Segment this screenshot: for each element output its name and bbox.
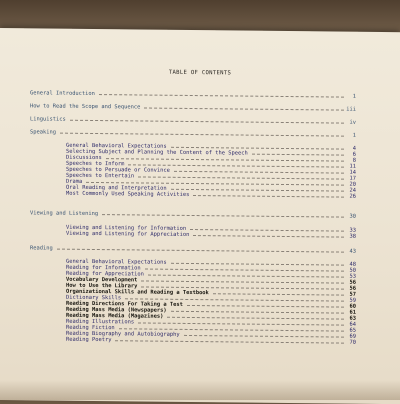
- toc-entry-label: Drama: [66, 178, 83, 185]
- leader-dots: [144, 105, 344, 111]
- leader-dots: [171, 186, 344, 192]
- toc-entry-page-number: 8: [352, 157, 356, 164]
- leader-dots: [171, 308, 344, 314]
- toc-entry-label: Viewing and Listening for Information: [66, 224, 187, 232]
- page-bottom-shadow: [0, 380, 400, 400]
- toc-entry-page-number: 43: [349, 248, 356, 255]
- leader-dots: [148, 272, 344, 278]
- toc-section-entry: [30, 129, 356, 138]
- toc-entry-label: Reading: [30, 245, 53, 252]
- toc-entry-page-number: 48: [349, 261, 356, 268]
- toc-entry-label: Discussions: [66, 154, 102, 162]
- leader-dots: [57, 246, 344, 253]
- toc-entry-label: Vocabulary Development: [66, 276, 138, 284]
- toc-entry-page-number: 20: [349, 181, 356, 188]
- leader-dots: [213, 290, 344, 295]
- leader-dots: [145, 266, 344, 272]
- leader-dots: [102, 211, 344, 218]
- toc-entry-label: Reading Fiction: [66, 324, 115, 332]
- leader-dots: [70, 117, 344, 124]
- toc-entry-label: Reading for Information: [66, 264, 141, 272]
- toc-entry-label: General Behavioral Expectations: [66, 142, 167, 150]
- leader-dots: [193, 192, 344, 198]
- toc-entry-page-number: 64: [349, 321, 356, 328]
- toc-entry-label: General Behavioral Expectations: [66, 258, 167, 266]
- toc-entry-page-number: 56: [349, 279, 356, 286]
- toc-entry-page-number: 38: [349, 233, 356, 240]
- toc-entry-page-number: 30: [349, 213, 356, 220]
- toc-entry-page-number: 33: [349, 227, 356, 234]
- toc-section-entry: [30, 245, 356, 254]
- leader-dots: [171, 260, 344, 266]
- leader-dots: [167, 314, 344, 320]
- toc-section-entry: [30, 210, 356, 219]
- page-title: TABLE OF CONTENTS: [168, 69, 232, 77]
- toc-section-entry: [30, 90, 356, 99]
- toc-entry-label: Speeches to Entertain: [66, 172, 135, 180]
- leader-dots: [193, 232, 344, 238]
- leader-dots: [184, 332, 344, 338]
- toc-entry-label: Selecting Subject and Planning the Content of the Speech: [66, 148, 248, 157]
- toc-entry-label: Reading for Appreciation: [66, 270, 144, 278]
- toc-entry-page-number: 56: [349, 285, 356, 292]
- toc-entry-page-number: 53: [349, 273, 356, 280]
- toc-entry-page-number: 70: [349, 339, 356, 346]
- toc-entry-label: How to Read the Scope and Sequence: [30, 103, 141, 111]
- toc-entry-page-number: 24: [349, 187, 356, 194]
- document-page: [0, 28, 400, 404]
- leader-dots: [138, 319, 344, 325]
- toc-entry-page-number: 69: [349, 333, 356, 340]
- toc-entry-page-number: 60: [349, 303, 356, 310]
- toc-entry-page-number: 14: [349, 169, 356, 176]
- toc-entry-label: Dictionary Skills: [66, 294, 122, 302]
- toc-entry-label: Oral Reading and Interpretation: [66, 184, 167, 192]
- toc-section-entry: [30, 116, 356, 125]
- toc-entry-page-number: 1: [352, 132, 356, 139]
- toc-entry-label: Viewing and Listening for Appreciation: [66, 230, 190, 238]
- toc-entry-page-number: 57: [349, 291, 356, 298]
- toc-entry-label: Speaking: [30, 129, 56, 136]
- toc-entry-page-number: 50: [349, 267, 356, 274]
- toc-entry-label: Speeches to Inform: [66, 160, 125, 168]
- leader-dots: [190, 226, 344, 232]
- toc-entry-label: Linguistics: [30, 116, 66, 123]
- leader-dots: [141, 283, 344, 289]
- toc-entry-label: Speeches to Persuade or Convince: [66, 166, 170, 174]
- toc-entry-label: How to Use the Library: [66, 282, 138, 290]
- toc-entry-page-number: 6: [352, 151, 356, 158]
- leader-dots: [138, 173, 344, 179]
- leader-dots: [128, 161, 344, 167]
- toc-entry-label: General Introduction: [30, 90, 95, 97]
- toc-entry-label: Reading Poetry: [66, 336, 112, 344]
- toc-entry-page-number: 1: [352, 93, 356, 100]
- toc-entry-page-number: 65: [349, 327, 356, 334]
- toc-entry-label: Viewing and Listening: [30, 210, 99, 218]
- toc-entry-label: Reading Mass Media (Magazines): [66, 312, 164, 320]
- leader-dots: [252, 151, 344, 156]
- toc-entry-label: Reading Illustrations: [66, 318, 135, 326]
- toc-entry-page-number: iii: [346, 106, 356, 113]
- toc-entry-label: Reading Biography and Autobiography: [66, 330, 180, 338]
- leader-dots: [60, 130, 344, 137]
- toc-entry-page-number: 63: [349, 315, 356, 322]
- toc-entry-page-number: 4: [352, 145, 356, 152]
- leader-dots: [174, 168, 344, 174]
- toc-entry-label: Reading Mass Media (Newspapers): [66, 306, 167, 314]
- toc-entry-page-number: 59: [349, 297, 356, 304]
- toc-entry-page-number: iv: [349, 119, 356, 126]
- leader-dots: [187, 302, 344, 308]
- toc-entry-page-number: 11: [349, 163, 356, 170]
- toc-entry-page-number: 17: [349, 175, 356, 182]
- toc-entry-label: Organizational Skills and Reading a Textbook: [66, 288, 209, 297]
- leader-dots: [99, 91, 344, 98]
- toc-section-entry: [30, 103, 356, 112]
- toc-entry-label: Reading Directions For Taking a Test: [66, 300, 183, 308]
- leader-dots: [171, 144, 344, 150]
- toc-entry-label: Most Commonly Used Speaking Activities: [66, 190, 190, 198]
- leader-dots: [141, 277, 344, 283]
- toc-entry-page-number: 26: [349, 193, 356, 200]
- toc-entry-page-number: 61: [349, 309, 356, 316]
